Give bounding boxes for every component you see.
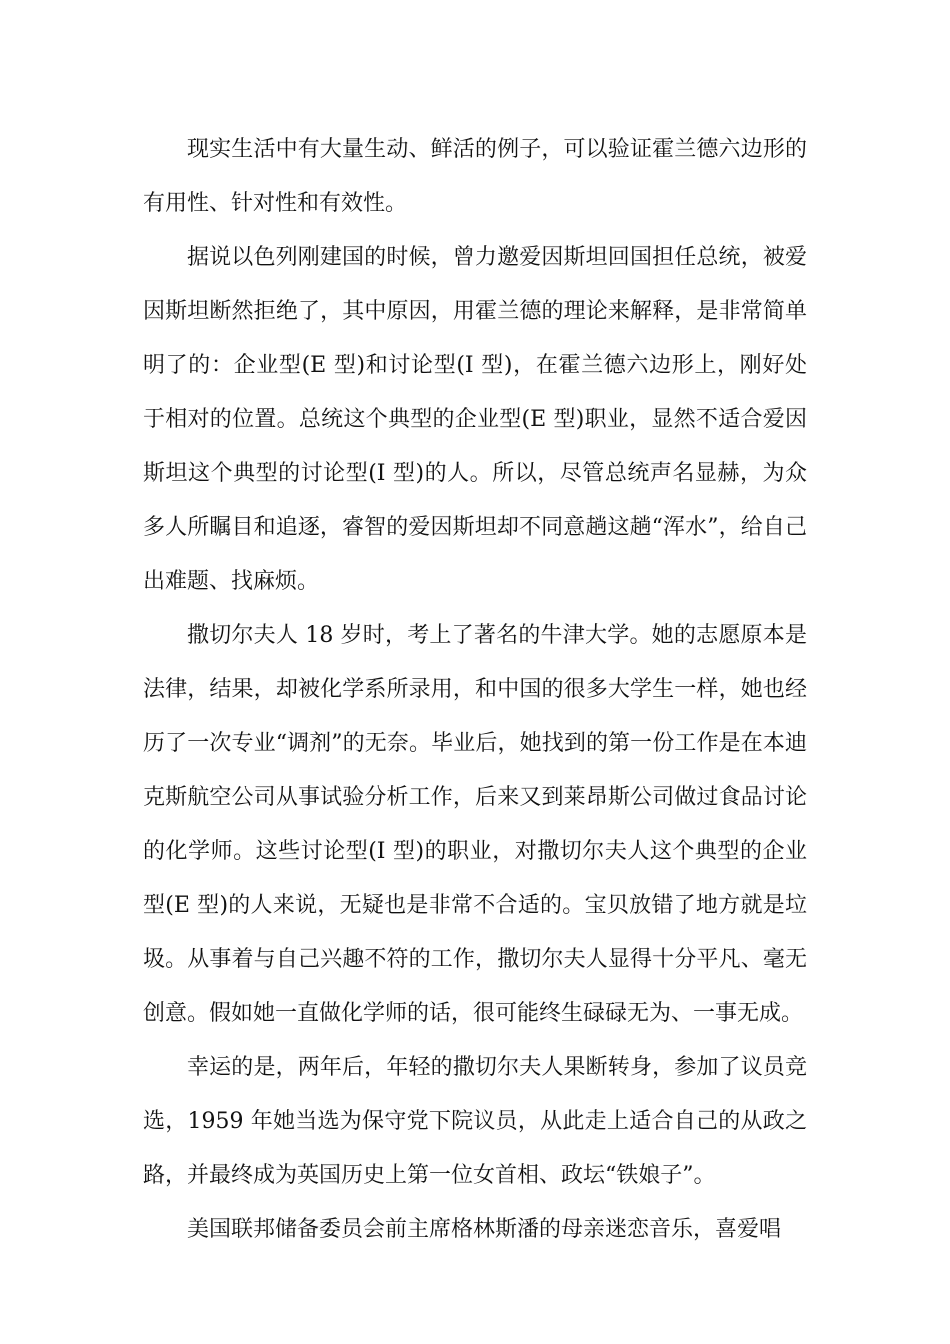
paragraph-4: 幸运的是，两年后，年轻的撒切尔夫人果断转身，参加了议员竞选，1959 年她当选为保守党下院议员，从此走上适合自己的从政之路，并最终成为英国历史上第一位女首相、政坛“铁娘子”。	[143, 1055, 807, 1188]
paragraph-5: 美国联邦储备委员会前主席格林斯潘的母亲迷恋音乐，喜爱唱	[187, 1217, 782, 1242]
document-body	[143, 123, 807, 1257]
paragraph-2: 据说以色列刚建国的时候，曾力邀爱因斯坦回国担任总统，被爱因斯坦断然拒绝了，其中原因，用霍兰德的理论来解释，是非常简单明了的：企业型(E 型)和讨论型(I 型)，在霍兰德六边形上，刚好处于相对的位置。总统这个典型的企业型(E 型)职业，显然不适合爱因斯坦这个典型的讨论型(I 型)的人。所以，尽管总统声名显赫，为众多人所瞩目和追逐，睿智的爱因斯坦却不同意趟这趟“浑水”，给自己出难题、找麻烦。	[143, 245, 807, 594]
paragraph-3: 撒切尔夫人 18 岁时，考上了著名的牛津大学。她的志愿原本是法律，结果，却被化学系所录用，和中国的很多大学生一样，她也经历了一次专业“调剂”的无奈。毕业后，她找到的第一份工作是在本迪克斯航空公司从事试验分析工作，后来又到莱昂斯公司做过食品讨论的化学师。这些讨论型(I 型)的职业，对撒切尔夫人这个典型的企业型(E 型)的人来说，无疑也是非常不合适的。宝贝放错了地方就是垃圾。从事着与自己兴趣不符的工作，撒切尔夫人显得十分平凡、毫无创意。假如她一直做化学师的话，很可能终生碌碌无为、一事无成。	[143, 623, 807, 1026]
paragraph-1: 现实生活中有大量生动、鲜活的例子，可以验证霍兰德六边形的有用性、针对性和有效性。	[143, 137, 807, 216]
